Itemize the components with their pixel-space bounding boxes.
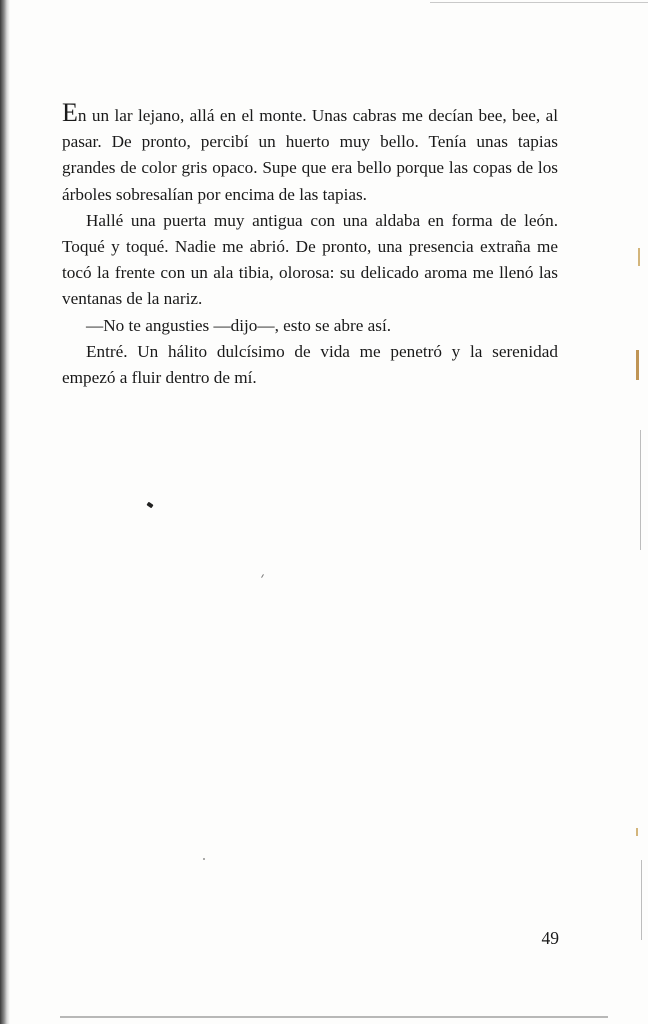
paragraph: Hallé una puerta muy antigua con una aldaba en forma de león. Toqué y toqué. Nadie me abrió. De pronto, una presencia extraña me tocó la frente con un ala tibia, olorosa: su delicado aroma me llenó las ventanas de la nariz. [62,210,558,309]
ink-speck [203,858,205,860]
top-page-edge [430,2,648,3]
body-text [62,98,558,391]
initial-letter: E [62,98,78,127]
right-edge-line [640,430,641,550]
bottom-page-edge [60,1016,608,1018]
dialogue-line: —No te angusties —dijo—, esto se abre así. [86,315,392,335]
paragraph-text: n un lar lejano, allá en el monte. Unas cabras me decían bee, bee, al pasar. De pronto, percibí un huerto muy bello. Tenía unas tapias grandes de color gris opaco. Supe que era bello porque las copas de los árboles sobresalían por encima de las tapias. [62,106,558,204]
right-edge-mark [636,350,639,380]
binding-shadow [0,0,10,1024]
paragraph [62,98,558,208]
ink-speck [146,502,153,509]
ink-speck [261,574,264,578]
paragraph: Entré. Un hálito dulcísimo de vida me penetró y la serenidad empezó a fluir dentro de mí. [62,341,558,388]
right-edge-mark [636,828,638,836]
right-edge-line [641,860,642,940]
right-edge-mark [638,248,640,266]
page-number: 49 [541,928,559,948]
